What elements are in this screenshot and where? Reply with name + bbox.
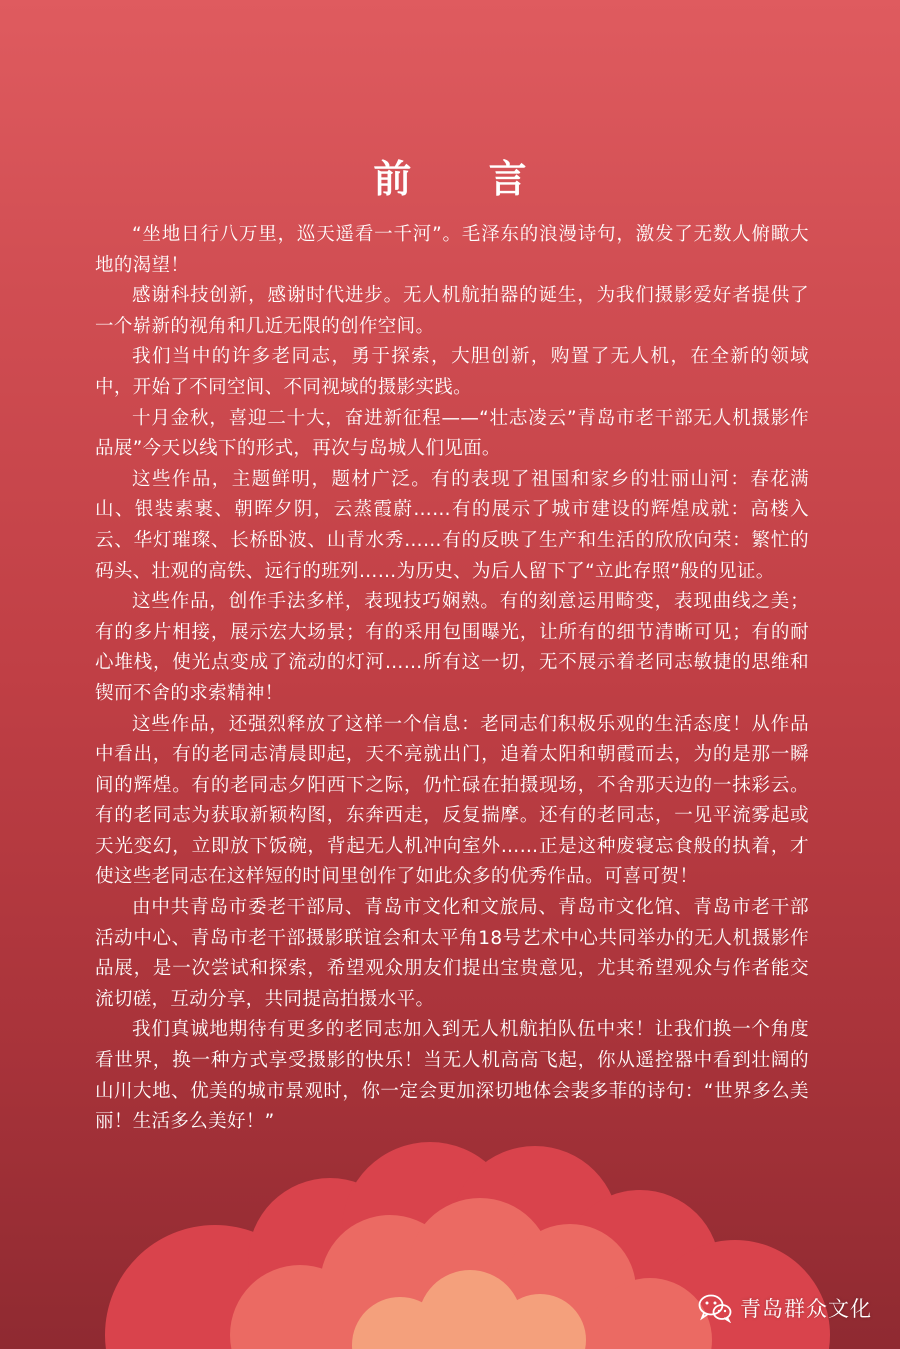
paragraph: “坐地日行八万里，巡天遥看一千河”。毛泽东的浪漫诗句，激发了无数人俯瞰大地的渴望！ <box>95 224 809 276</box>
paragraph: 我们当中的许多老同志，勇于探索，大胆创新，购置了无人机，在全新的领域中，开始了不同空间、不同视域的摄影实践。 <box>95 346 809 398</box>
preface-body <box>95 220 809 1138</box>
watermark-text: 青岛群众文化 <box>740 1297 872 1321</box>
page-title: 前 言 <box>373 157 559 201</box>
paragraph: 感谢科技创新，感谢时代进步。无人机航拍器的诞生，为我们摄影爱好者提供了一个崭新的视角和几近无限的创作空间。 <box>95 285 809 337</box>
paragraph: 我们真诚地期待有更多的老同志加入到无人机航拍队伍中来！让我们换一个角度看世界，换一种方式享受摄影的快乐！当无人机高高飞起，你从遥控器中看到壮阔的山川大地、优美的城市景观时，你一定会更加深切地体会裴多菲的诗句：“世界多么美丽！生活多么美好！” <box>95 1019 809 1133</box>
wechat-watermark <box>698 1293 872 1323</box>
paragraph: 由中共青岛市委老干部局、青岛市文化和文旅局、青岛市文化馆、青岛市老干部活动中心、青岛市老干部摄影联谊会和太平角18号艺术中心共同举办的无人机摄影作品展，是一次尝试和探索，希望观众朋友们提出宝贵意见，尤其希望观众与作者能交流切磋，互动分享，共同提高拍摄水平。 <box>95 897 809 1010</box>
paragraph: 这些作品，主题鲜明，题材广泛。有的表现了祖国和家乡的壮丽山河：春花满山、银装素裹、朝晖夕阴，云蒸霞蔚……有的展示了城市建设的辉煌成就：高楼入云、华灯璀璨、长桥卧波、山青水秀……有的反映了生产和生活的欣欣向荣：繁忙的码头、壮观的高铁、远行的班列……为历史、为后人留下了“立此存照”般的见证。 <box>95 468 809 582</box>
paragraph: 十月金秋，喜迎二十大，奋进新征程——“壮志凌云”青岛市老干部无人机摄影作品展”今天以线下的形式，再次与岛城人们见面。 <box>95 407 809 460</box>
wechat-icon <box>698 1293 732 1323</box>
paragraph: 这些作品，还强烈释放了这样一个信息：老同志们积极乐观的生活态度！从作品中看出，有的老同志清晨即起，天不亮就出门，追着太阳和朝霞而去，为的是那一瞬间的辉煌。有的老同志夕阳西下之际，仍忙碌在拍摄现场，不舍那天边的一抹彩云。有的老同志为获取新颖构图，东奔西走，反复揣摩。还有的老同志，一见平流雾起或天光变幻，立即放下饭碗，背起无人机冲向室外……正是这种废寝忘食般的执着，才使这些老同志在这样短的时间里创作了如此众多的优秀作品。可喜可贺！ <box>95 713 809 888</box>
paragraph: 这些作品，创作手法多样，表现技巧娴熟。有的刻意运用畸变，表现曲线之美；有的多片相接，展示宏大场景；有的采用包围曝光，让所有的细节清晰可见；有的耐心堆栈，使光点变成了流动的灯河……所有这一切，无不展示着老同志敏捷的思维和锲而不舍的求索精神！ <box>95 591 809 704</box>
